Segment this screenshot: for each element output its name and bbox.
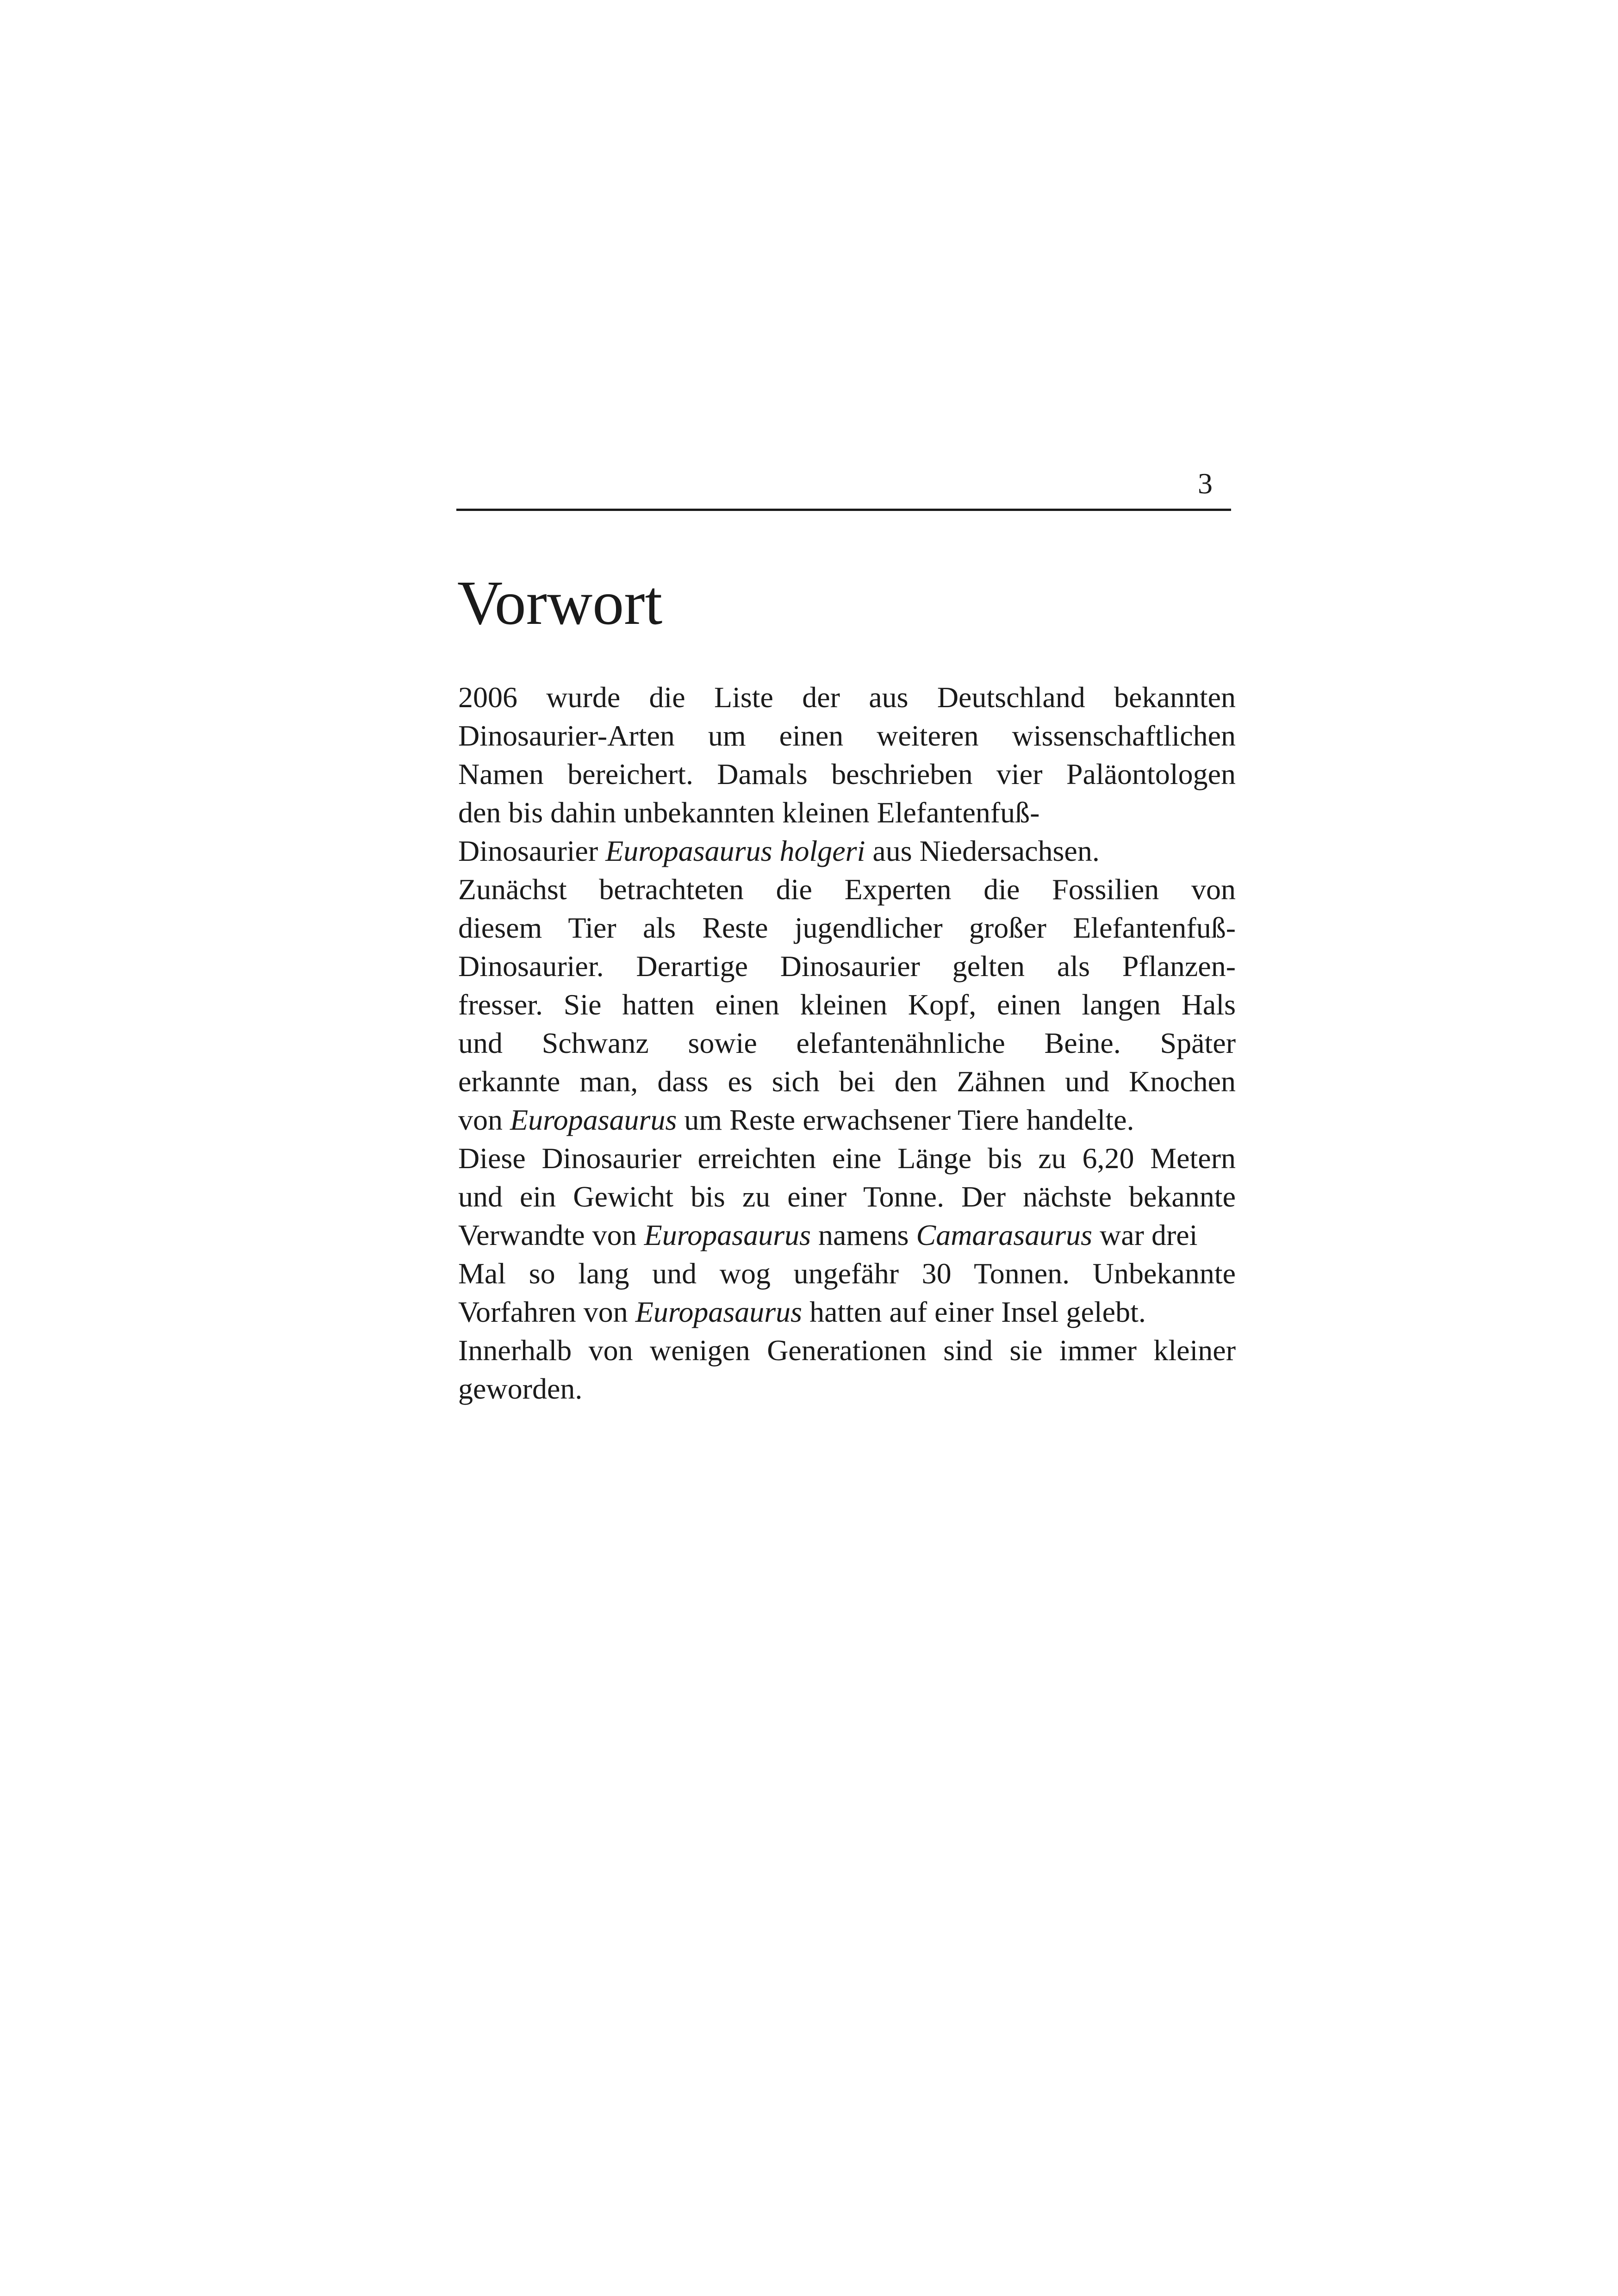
text-line: fresser. Sie hatten einen kleinen Kopf, einen langen Hals xyxy=(458,988,1236,1021)
species-name: Camarasaurus xyxy=(916,1219,1093,1251)
text-line: Innerhalb von wenigen Generationen sind sie immer kleiner xyxy=(458,1334,1236,1367)
species-name: Europasaurus xyxy=(510,1103,677,1136)
body-paragraph xyxy=(458,678,1236,1408)
text-line: geworden. xyxy=(458,1372,583,1405)
text-line: den bis dahin unbekannten kleinen Elefantenfuß- xyxy=(458,796,1040,829)
chapter-title: Vorwort xyxy=(457,568,663,638)
text-line: diesem Tier als Reste jugendlicher großer Elefantenfuß- xyxy=(458,911,1236,944)
text-line: Dinosaurier-Arten um einen weiteren wissenschaftlichen xyxy=(458,719,1236,752)
text-line: Namen bereichert. Damals beschrieben vier Paläontologen xyxy=(458,758,1236,790)
text-line: Zunächst betrachteten die Experten die Fossilien von xyxy=(458,873,1236,906)
text-line: Dinosaurier. Derartige Dinosaurier gelten als Pflanzen- xyxy=(458,950,1236,983)
text-line: Dinosaurier Europasaurus holgeri aus Niedersachsen. xyxy=(458,834,1100,867)
text-line: Diese Dinosaurier erreichten eine Länge bis zu 6,20 Metern xyxy=(458,1142,1236,1175)
species-name: Europasaurus xyxy=(644,1219,811,1251)
text-line: 2006 wurde die Liste der aus Deutschland bekannten xyxy=(458,681,1236,714)
species-name: Europasaurus holgeri xyxy=(605,834,865,867)
text-line: Mal so lang und wog ungefähr 30 Tonnen. Unbekannte xyxy=(458,1257,1236,1290)
text-line: von Europasaurus um Reste erwachsener Tiere handelte. xyxy=(458,1103,1134,1136)
page-number: 3 xyxy=(1198,467,1213,500)
text-line: Vorfahren von Europasaurus hatten auf einer Insel gelebt. xyxy=(458,1295,1146,1328)
text-line: und Schwanz sowie elefantenähnliche Beine. Später xyxy=(458,1027,1236,1059)
text-line: und ein Gewicht bis zu einer Tonne. Der nächste bekannte xyxy=(458,1180,1236,1213)
text-line: erkannte man, dass es sich bei den Zähnen und Knochen xyxy=(458,1065,1236,1098)
text-line: Verwandte von Europasaurus namens Camarasaurus war drei xyxy=(458,1219,1198,1251)
species-name: Europasaurus xyxy=(635,1295,803,1328)
header-rule xyxy=(456,509,1231,511)
